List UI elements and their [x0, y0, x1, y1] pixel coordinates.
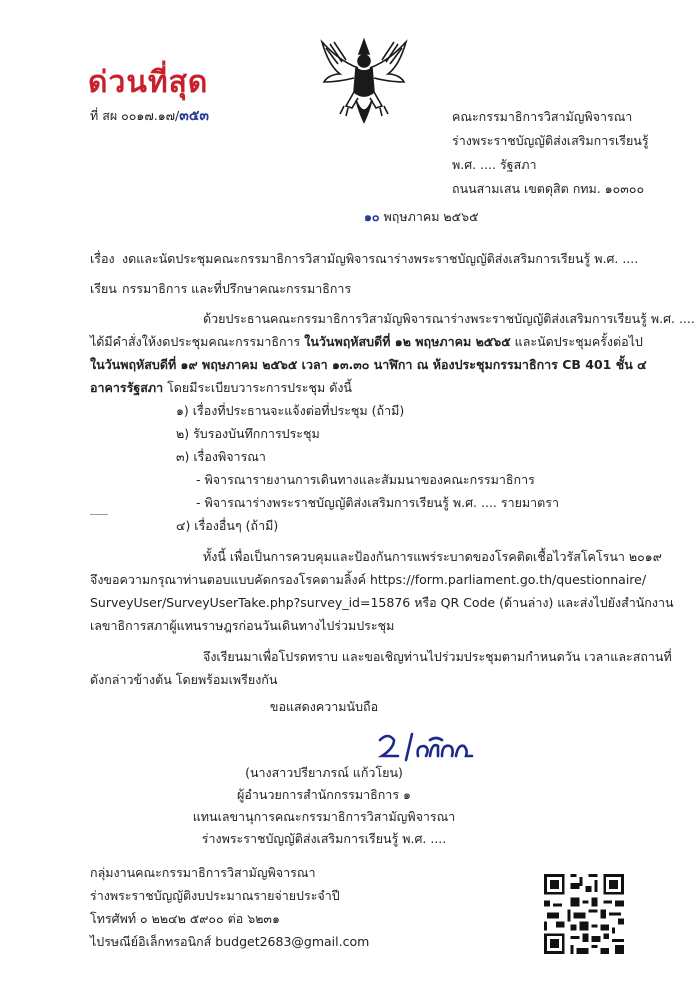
p1-cancel-date: ในวันพฤหัสบดีที่ ๑๒ พฤษภาคม ๒๕๖๕	[304, 334, 511, 349]
signer-position-3: ร่างพระราชบัญญัติส่งเสริมการเรียนรู้ พ.ศ. ....	[201, 831, 447, 846]
address-line-4: ถนนสามเสน เขตดุสิต กทม. ๑๐๓๐๐	[452, 181, 645, 196]
footer-line-3: โทรศัพท์ ๐ ๒๒๔๒ ๕๙๐๐ ต่อ ๖๒๓๑	[90, 911, 280, 926]
date-day: ๑๐	[364, 209, 380, 224]
to-text: กรรมาธิการ และที่ปรึกษาคณะกรรมาธิการ	[122, 281, 352, 296]
paragraph-2-line-2: จึงขอความกรุณาท่านตอบแบบคัดกรองโรคตามลิ้งค์ https://form.parliament.go.th/questionnaire/	[90, 572, 647, 587]
paragraph-3-line-2: ดังกล่าวข้างต้น โดยพร้อมเพรียงกัน	[90, 672, 278, 687]
signer-position-2: แทนเลขานุการคณะกรรมาธิการวิสามัญพิจารณา	[192, 809, 456, 824]
handwritten-signature	[372, 726, 492, 766]
paragraph-1-line-1: ด้วยประธานคณะกรรมาธิการวิสามัญพิจารณาร่างพระราชบัญญัติส่งเสริมการเรียนรู้ พ.ศ. ....	[203, 311, 695, 326]
paragraph-2-line-3: SurveyUser/SurveyUserTake.php?survey_id=15876 หรือ QR Code (ด้านล่าง) และส่งไปยังสำนักงาน	[90, 595, 674, 610]
agenda-item-3: ๓) เรื่องพิจารณา	[176, 449, 266, 464]
agenda-item-1: ๑) เรื่องที่ประธานจะแจ้งต่อที่ประชุม (ถ้ามี)	[176, 403, 405, 418]
book-number	[90, 107, 209, 125]
qr-code-icon[interactable]	[541, 871, 627, 957]
p1-text-a: ได้มีคำสั่งให้งดประชุมคณะกรรมาธิการ	[90, 334, 305, 349]
footer-line-1: กลุ่มงานคณะกรรมาธิการวิสามัญพิจารณา	[90, 865, 316, 880]
subject-text: งดและนัดประชุมคณะกรรมาธิการวิสามัญพิจารณาร่างพระราชบัญญัติส่งเสริมการเรียนรู้ พ.ศ. ....	[122, 251, 639, 266]
p1-text-c: และนัดประชุมครั้งต่อไป	[510, 334, 643, 349]
signer-name: (นางสาวปรียาภรณ์ แก้วโยน)	[245, 765, 403, 780]
garuda-emblem-icon	[318, 34, 410, 126]
signer-position-1: ผู้อำนวยการสำนักกรรมาธิการ ๑	[237, 787, 411, 802]
agenda-sub-item-2: - พิจารณาร่างพระราชบัญญัติส่งเสริมการเรียนรู้ พ.ศ. .... รายมาตรา	[196, 495, 560, 510]
agenda-sub-item-1: - พิจารณารายงานการเดินทางและสัมมนาของคณะกรรมาธิการ	[196, 472, 535, 487]
address-line-3: พ.ศ. .... รัฐสภา	[452, 157, 537, 172]
p1-agenda-intro: โดยมีระเบียบวาระการประชุม ดังนี้	[163, 380, 352, 395]
to-label: เรียน	[90, 281, 117, 296]
paragraph-3-line-1: จึงเรียนมาเพื่อโปรดทราบ และขอเชิญท่านไปร่วมประชุมตามกำหนดวัน เวลาและสถานที่	[203, 649, 672, 664]
agenda-item-2: ๒) รับรองบันทึกการประชุม	[176, 426, 320, 441]
subject-label: เรื่อง	[90, 251, 115, 266]
address-line-1: คณะกรรมาธิการวิสามัญพิจารณา	[452, 109, 633, 124]
footer-line-4: ไปรษณีย์อิเล็กทรอนิกส์ budget2683@gmail.com	[90, 934, 370, 949]
book-number-value: ๓๕๓	[179, 108, 210, 124]
address-line-2: ร่างพระราชบัญญัติส่งเสริมการเรียนรู้	[452, 133, 649, 148]
paragraph-2-line-1: ทั้งนี้ เพื่อเป็นการควบคุมและป้องกันการแพร่ระบาดของโรคติดเชื้อไวรัสโคโรนา ๒๐๑๙	[203, 549, 662, 564]
urgent-stamp: ด่วนที่สุด	[88, 65, 209, 100]
agenda-item-4: ๔) เรื่องอื่นๆ (ถ้ามี)	[176, 518, 279, 533]
paragraph-2-line-4: เลขาธิการสภาผู้แทนราษฎรก่อนวันเดินทางไปร่วมประชุม	[90, 618, 395, 633]
paragraph-1-line-2	[90, 333, 643, 351]
paragraph-1-line-4	[90, 379, 352, 397]
letter-date	[364, 208, 479, 226]
margin-mark	[90, 514, 108, 515]
paragraph-1-line-3: ในวันพฤหัสบดีที่ ๑๙ พฤษภาคม ๒๕๖๕ เวลา ๑๓.๓๐ นาฬิกา ณ ห้องประชุมกรรมาธิการ CB 401 ชั้น ๔	[90, 357, 647, 372]
p1-building: อาคารรัฐสภา	[90, 380, 164, 395]
footer-line-2: ร่างพระราชบัญญัติงบประมาณรายจ่ายประจำปี	[90, 888, 340, 903]
book-prefix: ที่ สผ ๐๐๑๗.๑๗/	[90, 108, 180, 123]
closing-phrase: ขอแสดงความนับถือ	[269, 699, 379, 714]
date-month-year: พฤษภาคม ๒๕๖๕	[379, 209, 479, 224]
